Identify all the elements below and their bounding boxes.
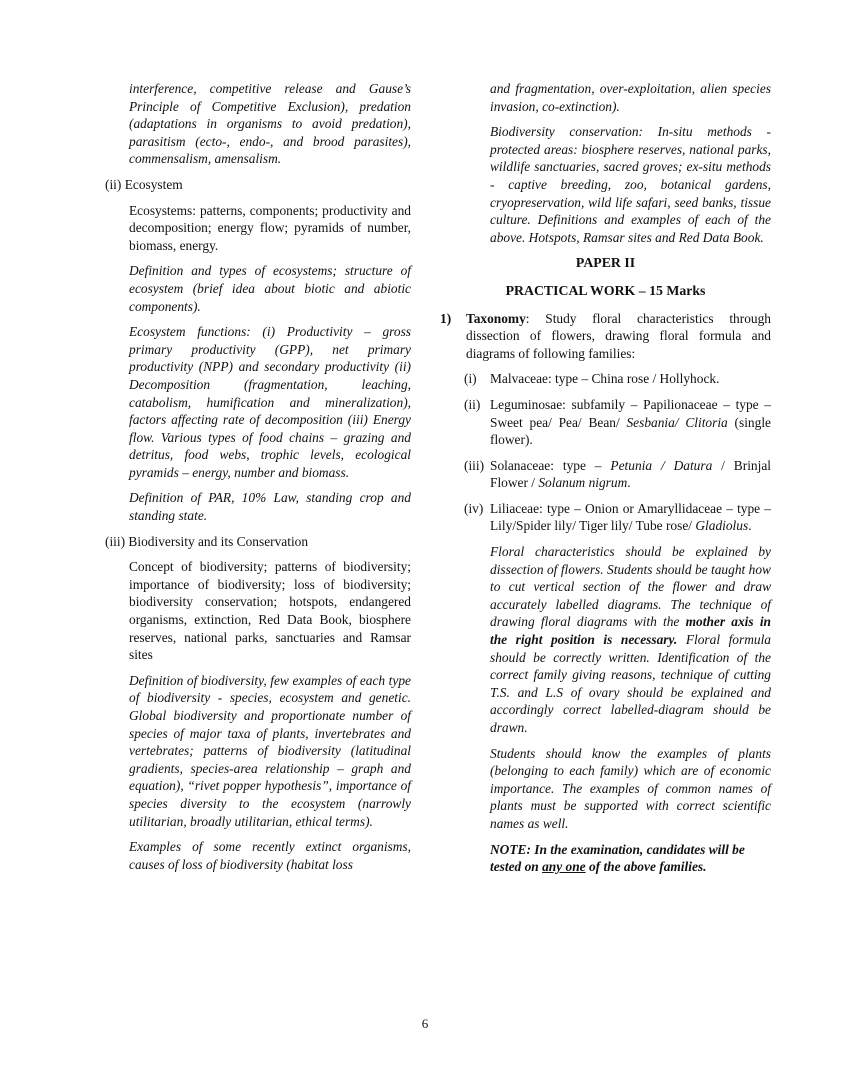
family-number: (ii) [464,396,481,412]
taxonomy-number: 1) [440,310,452,326]
family-text-c: . [627,475,631,491]
taxonomy-label: Taxonomy [466,310,526,326]
left-column [105,80,411,881]
families-list [464,370,771,535]
ecosystem-definition: Definition and types of ecosystems; structure of ecosystem (brief idea about biotic and abiotic components). [129,263,411,314]
note-paragraph [490,841,771,876]
family-text [490,457,771,492]
page-number: 6 [421,1016,429,1031]
biodiversity-examples: Examples of some recently extinct organisms, causes of loss of biodiversity (habitat loss [129,839,411,872]
list-item [464,500,771,535]
paper-heading: PAPER II [575,255,636,271]
taxonomy-body [466,310,771,363]
list-item [464,370,771,388]
family-italic: Petunia / Datura [610,457,713,473]
ecosystem-functions: Ecosystem functions: (i) Productivity – gross primary productivity (GPP), net primary productivity (NPP) and secondary productivity (ii) Decomposition (fragmentation, leaching, catabolism, humification and mineralization), factors affecting rate of decomposition (iii) Energy flow. Various types of food chains – grazing and detritus, food webs, trophic levels, ecological pyramids – energy, number and biomass. [129,324,411,480]
family-number: (i) [464,371,477,387]
ecosystem-intro: Ecosystems: patterns, components; productivity and decomposition; energy flow; pyramids of number, biomass, energy. [129,202,411,253]
biodiversity-definition: Definition of biodiversity, few examples of each type of biodiversity - species, ecosystem and genetic. Global biodiversity and proportionate number of species of major taxa of plants, invertebrates and vertebrates; patterns of biodiversity (latitudinal gradients, species-area relationship – graph and equation), “rivet popper hypothesis”, importance of species diversity to the ecosystem (narrowly utilitarian, broadly utilitarian, ethical terms). [129,672,411,829]
taxonomy-item [440,310,771,363]
ecosystem-heading: (ii) Ecosystem [105,176,183,192]
right-column [440,80,771,884]
family-number: (iv) [464,500,484,516]
family-text [490,500,771,535]
ecosystem-par: Definition of PAR, 10% Law, standing crop and standing state. [129,490,411,524]
family-italic: Gladiolus [695,518,749,534]
note-text-a: NOTE: In the examination, candidates will be tested on [490,841,745,875]
floral-text-b: Floral formula should be correctly written. Identification of the correct family giving reasons, technique of cutting T.S. and L.S of ovary should be explained and accordingly correct labelled-diagram should be drawn. [490,632,771,735]
biodiversity-heading: (iii) Biodiversity and its Conservation [105,533,309,549]
family-text [490,396,771,449]
taxonomy-text: : Study floral characteristics through dissection of flowers, drawing floral formula and diagrams of following families: [466,310,771,361]
family-text: Malvaceae: type – China rose / Hollyhock. [490,371,720,387]
biodiversity-intro: Concept of biodiversity; patterns of biodiversity; importance of biodiversity; loss of biodiversity; biodiversity conservation; hotspots, endangered organisms, extinction, Red Data Book, biosphere reserves, national parks, sanctuaries and Ramsar sites [129,559,411,663]
family-number: (iii) [464,457,485,473]
family-text-a: Liliaceae: type – Onion or Amaryllidaceae – type – Lily/Spider lily/ Tiger lily/ Tube rose/ [490,500,771,534]
family-italic: Sesbania/ Clitoria [626,414,728,430]
family-text-a: Leguminosae: subfamily – Papilionaceae – type – Sweet pea/ Pea/ Bean/ [490,396,771,430]
list-item [464,396,771,449]
practical-heading: PRACTICAL WORK – 15 Marks [505,282,706,298]
floral-characteristics [490,543,771,737]
floral-bold: mother axis in the right position is necessary. [490,614,771,648]
note-text-b: of the above families. [585,859,707,875]
floral-text-a: Floral characteristics should be explained by dissection of flowers. Students should be taught how to cut vertical section of the flower and draw accurately labelled diagrams. The technique of drawing floral diagrams with the [490,544,771,630]
family-text-b: / Brinjal Flower / [490,457,771,491]
conservation-paragraph: Biodiversity conservation: In-situ methods - protected areas: biosphere reserves, national parks, wildlife sanctuaries, sacred groves; ex-situ methods - captive breeding, zoo, botanical gardens, cryopreservation, wild life safari, seed banks, tissue culture. Definitions and examples of each of the above. Hotspots, Ramsar sites and Red Data Book. [490,124,771,245]
list-item [464,457,771,492]
students-paragraph: Students should know the examples of plants (belonging to each family) which are of economic importance. The examples of common names of plants must be supported with correct scientific names as well. [490,745,771,831]
family-text-b: (single flower). [490,414,771,448]
habitat-continued: and fragmentation, over-exploitation, alien species invasion, co-extinction). [490,81,771,114]
family-italic-2: Solanum nigrum [538,475,628,491]
note-underline: any one [542,859,586,875]
family-text-b: . [748,518,752,534]
family-text-a: Solanaceae: type – [490,457,611,473]
competition-paragraph: interference, competitive release and Gause’s Principle of Competitive Exclusion), predation (adaptations in organisms to avoid predation), parasitism (ecto-, endo-, and brood parasites), commensalism, amensalism. [129,81,411,167]
